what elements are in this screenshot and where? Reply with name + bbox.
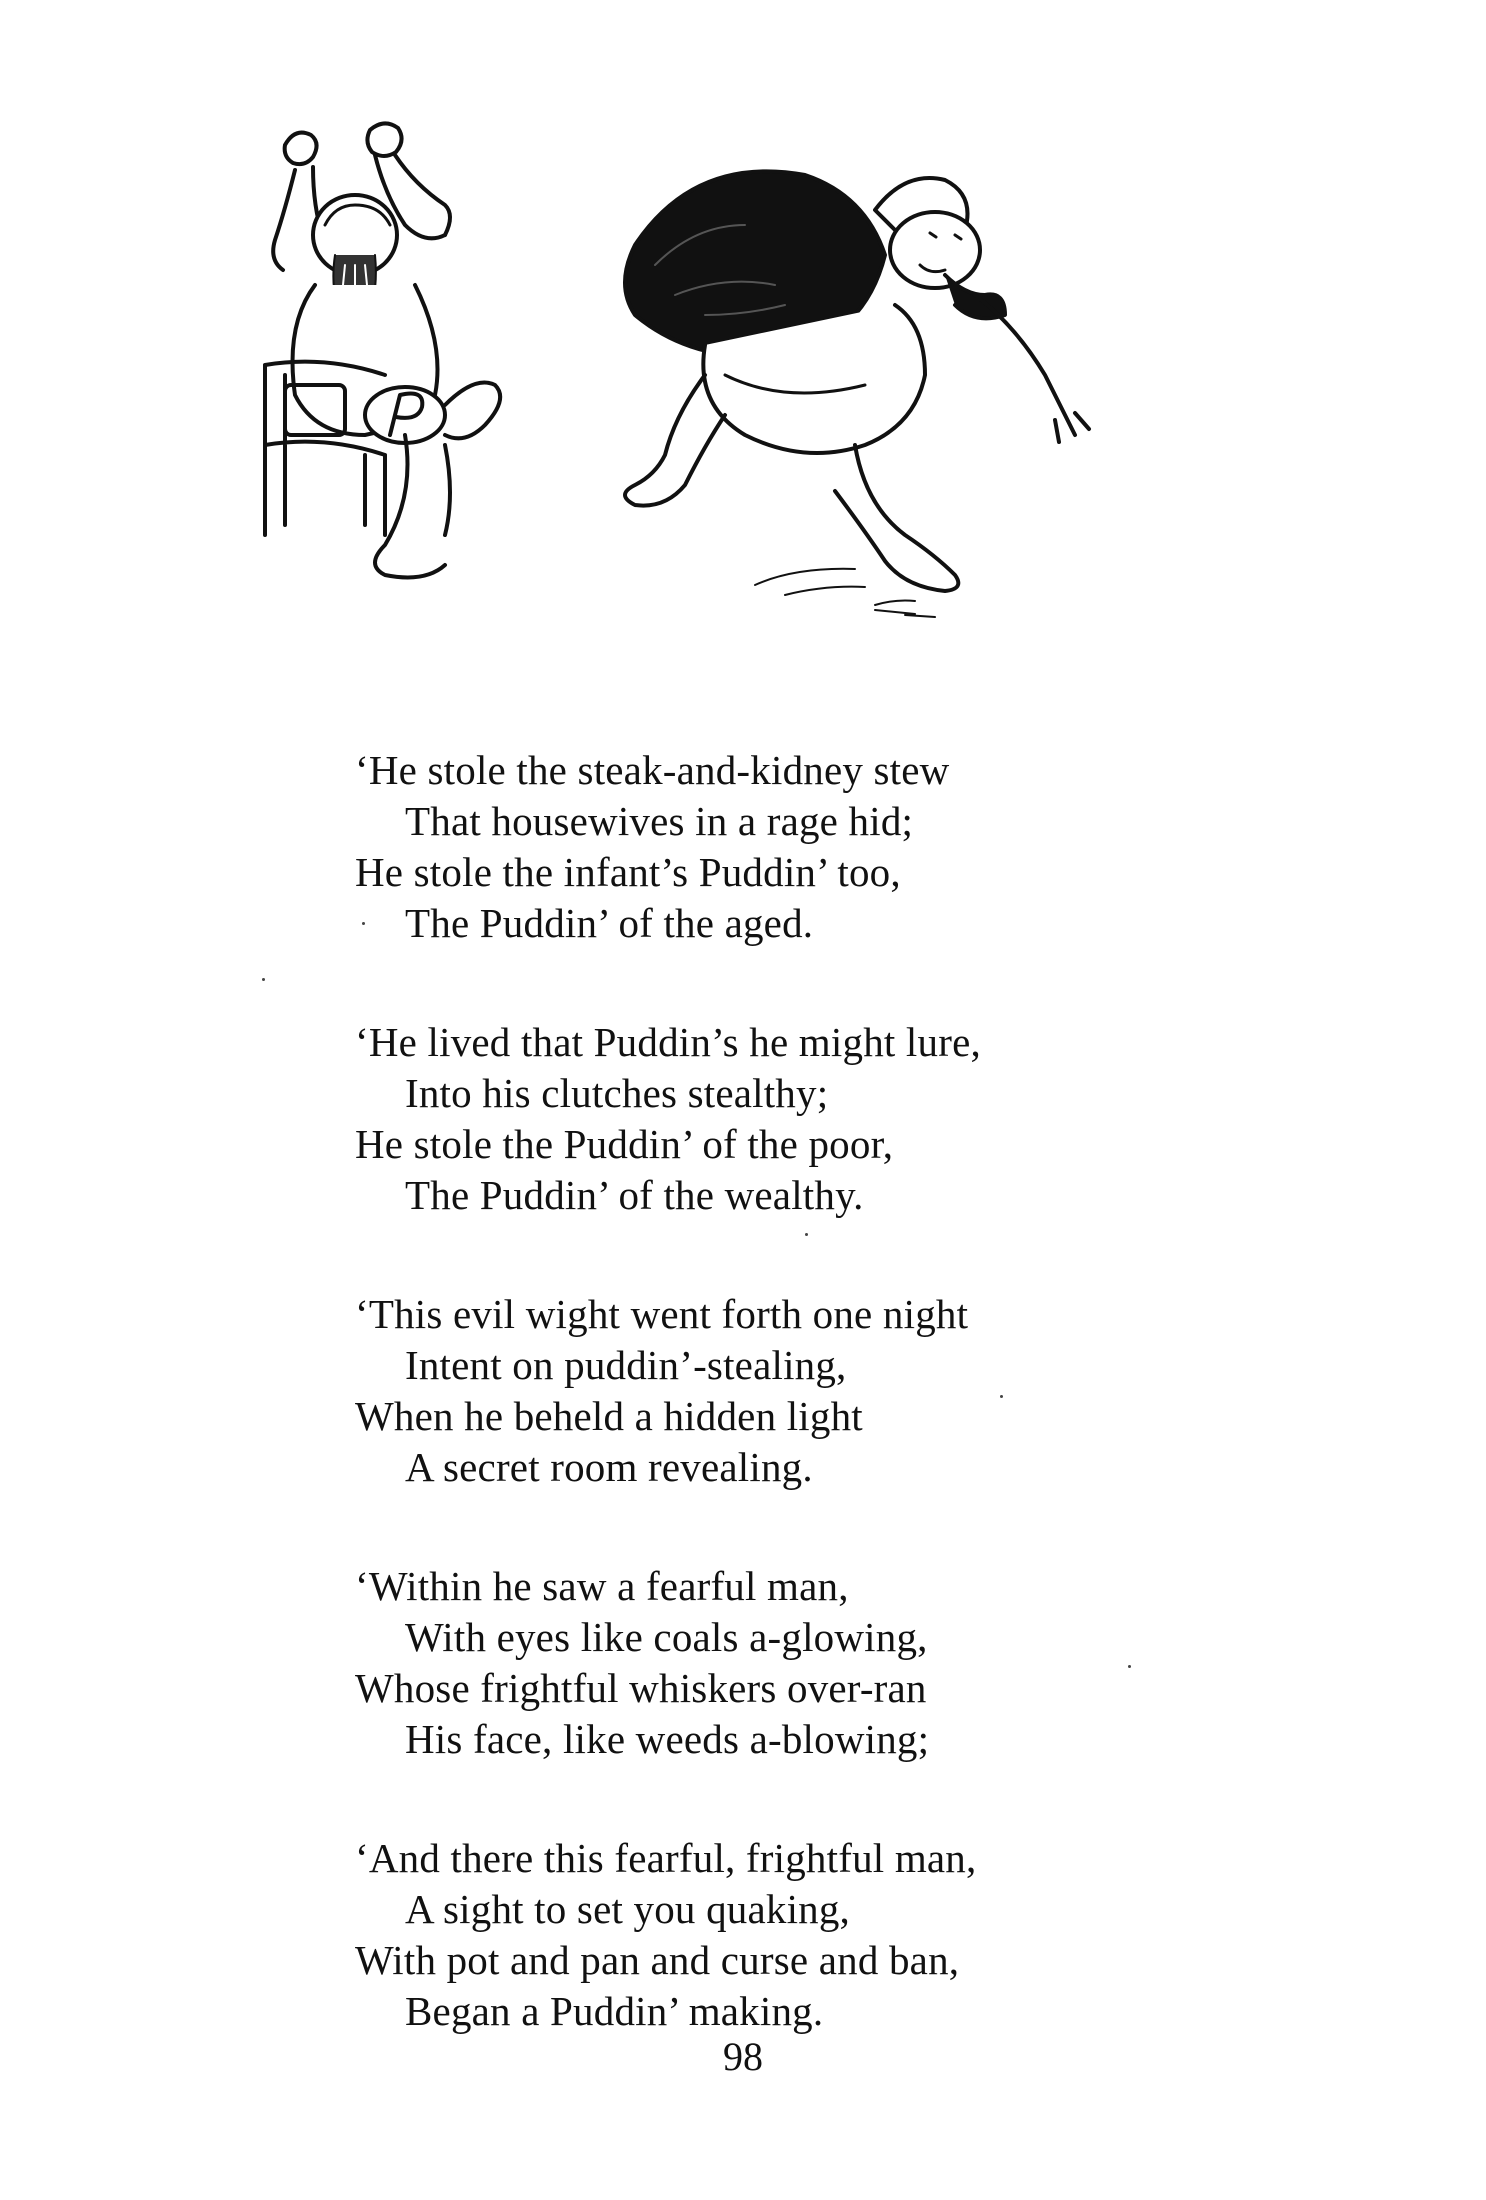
- poem-line: With eyes like coals a-glowing,: [405, 1614, 928, 1660]
- poem-line: Began a Puddin’ making.: [405, 1988, 824, 2034]
- scan-speck: [362, 922, 365, 925]
- scan-speck: [1000, 1395, 1003, 1398]
- poem-line: Intent on puddin’-stealing,: [405, 1342, 847, 1388]
- stanza: [355, 745, 1255, 949]
- poem-line: ‘Within he saw a fearful man,: [355, 1563, 849, 1609]
- running-thief-with-cloak-illustration: [625, 171, 1089, 617]
- poem-line: ‘He lived that Puddin’s he might lure,: [355, 1019, 981, 1065]
- illustration: [255, 115, 1185, 635]
- poem: [355, 745, 1255, 2105]
- poem-line: ‘He stole the steak-and-kidney stew: [355, 747, 950, 793]
- poem-line: That housewives in a rage hid;: [405, 798, 914, 844]
- poem-line: ‘This evil wight went forth one night: [355, 1291, 969, 1337]
- scan-speck: [805, 1233, 808, 1236]
- poem-line: His face, like weeds a-blowing;: [405, 1716, 930, 1762]
- poem-line: Whose frightful whiskers over-ran: [355, 1665, 927, 1711]
- poem-line: He stole the infant’s Puddin’ too,: [355, 849, 901, 895]
- stanza: [355, 1017, 1255, 1221]
- page-number: 98: [723, 2034, 763, 2079]
- poem-line: ‘And there this fearful, frightful man,: [355, 1835, 977, 1881]
- poem-line: The Puddin’ of the wealthy.: [405, 1172, 864, 1218]
- stanza: [355, 1289, 1255, 1493]
- poem-line: A sight to set you quaking,: [405, 1886, 851, 1932]
- poem-line: The Puddin’ of the aged.: [405, 900, 814, 946]
- poem-line: Into his clutches stealthy;: [405, 1070, 829, 1116]
- stanza: [355, 1561, 1255, 1765]
- poem-line: A secret room revealing.: [405, 1444, 813, 1490]
- poem-line: When he beheld a hidden light: [355, 1393, 863, 1439]
- poem-line: With pot and pan and curse and ban,: [355, 1937, 960, 1983]
- scan-speck: [1128, 1665, 1131, 1668]
- stanza: [355, 1833, 1255, 2037]
- scan-speck: [262, 978, 265, 981]
- poem-line: He stole the Puddin’ of the poor,: [355, 1121, 894, 1167]
- seated-old-man-shaking-fists-illustration: [265, 123, 500, 577]
